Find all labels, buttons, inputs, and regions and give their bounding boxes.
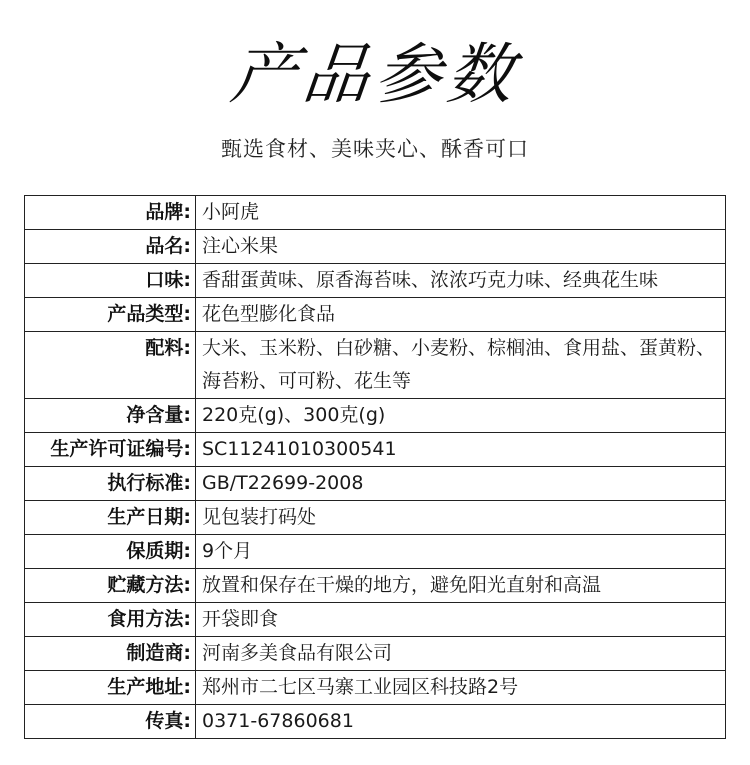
- param-value: 花色型膨化食品: [196, 298, 726, 332]
- table-row-standard: [25, 467, 726, 501]
- param-value: 注心米果: [196, 230, 726, 264]
- param-label: 品名:: [25, 230, 196, 264]
- table-row-ingredients: [25, 332, 726, 399]
- table-row-storage: [25, 569, 726, 603]
- param-value: SC11241010300541: [196, 433, 726, 467]
- table-row-production-date: [25, 501, 726, 535]
- param-label: 产品类型:: [25, 298, 196, 332]
- param-label: 执行标准:: [25, 467, 196, 501]
- page-subtitle: 甄选食材、美味夹心、酥香可口: [221, 137, 529, 161]
- table-row-flavor: [25, 264, 726, 298]
- param-value: 河南多美食品有限公司: [196, 637, 726, 671]
- param-value: 0371-67860681: [196, 705, 726, 739]
- param-value: 小阿虎: [196, 196, 726, 230]
- table-row-product-name: [25, 230, 726, 264]
- param-label: 生产日期:: [25, 501, 196, 535]
- param-value: 9个月: [196, 535, 726, 569]
- table-row-usage: [25, 603, 726, 637]
- param-label: 保质期:: [25, 535, 196, 569]
- param-value: 开袋即食: [196, 603, 726, 637]
- param-value: 大米、玉米粉、白砂糖、小麦粉、棕榈油、食用盐、蛋黄粉、海苔粉、可可粉、花生等: [196, 332, 726, 399]
- page-title: 产品参数: [227, 36, 524, 113]
- param-value: 见包装打码处: [196, 501, 726, 535]
- param-value: 香甜蛋黄味、原香海苔味、浓浓巧克力味、经典花生味: [196, 264, 726, 298]
- param-label: 净含量:: [25, 399, 196, 433]
- table-row-address: [25, 671, 726, 705]
- param-label: 品牌:: [25, 196, 196, 230]
- param-value: 220克(g)、300克(g): [196, 399, 726, 433]
- param-label: 口味:: [25, 264, 196, 298]
- param-label: 传真:: [25, 705, 196, 739]
- params-table: [24, 195, 726, 739]
- table-row-product-type: [25, 298, 726, 332]
- param-label: 生产地址:: [25, 671, 196, 705]
- table-row-manufacturer: [25, 637, 726, 671]
- param-value: GB/T22699-2008: [196, 467, 726, 501]
- table-row-fax: [25, 705, 726, 739]
- param-value: 郑州市二七区马寨工业园区科技路2号: [196, 671, 726, 705]
- param-label: 配料:: [25, 332, 196, 399]
- param-label: 贮藏方法:: [25, 569, 196, 603]
- table-row-license: [25, 433, 726, 467]
- table-row-shelf-life: [25, 535, 726, 569]
- table-row-brand: [25, 196, 726, 230]
- param-label: 制造商:: [25, 637, 196, 671]
- table-row-net-weight: [25, 399, 726, 433]
- param-label: 食用方法:: [25, 603, 196, 637]
- param-value: 放置和保存在干燥的地方，避免阳光直射和高温: [196, 569, 726, 603]
- param-label: 生产许可证编号:: [25, 433, 196, 467]
